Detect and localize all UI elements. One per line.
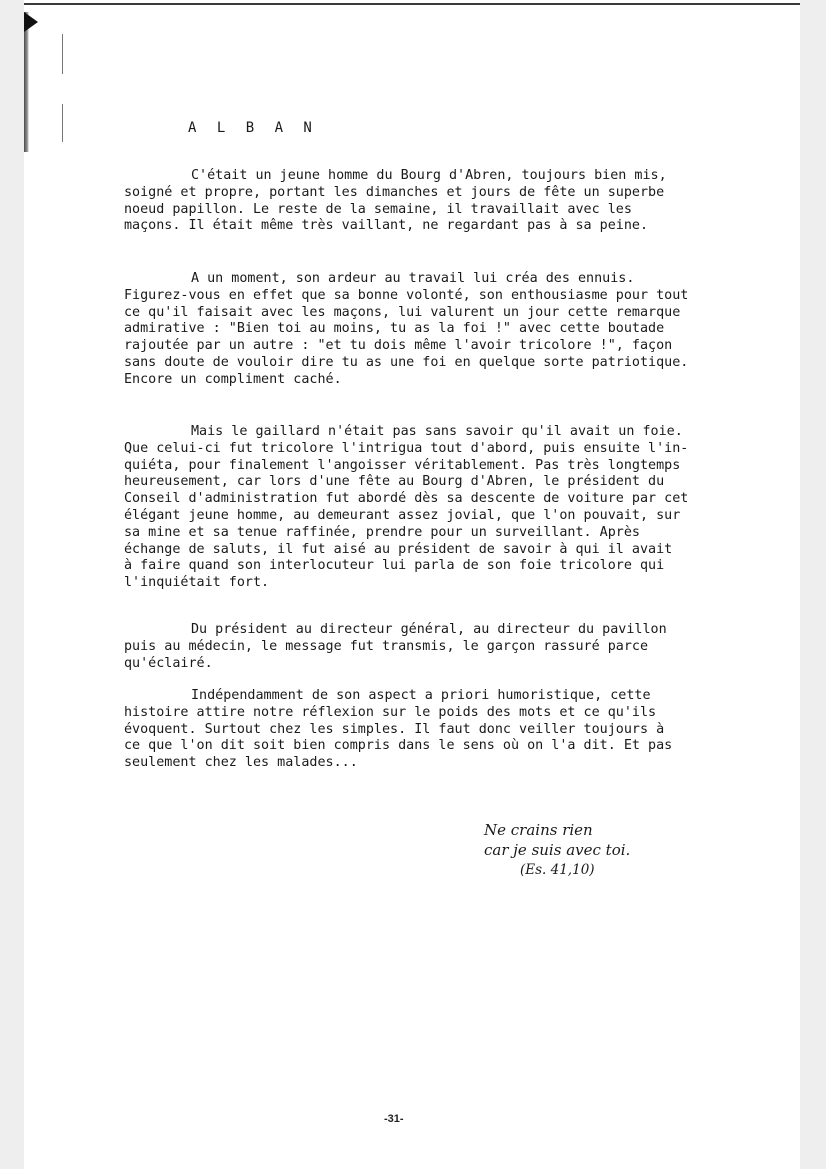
paragraph-3 bbox=[124, 424, 724, 592]
text-line: noeud papillon. Le reste de la semaine, il travaillait avec les bbox=[124, 201, 632, 217]
text-line: Figurez-vous en effet que sa bonne volonté, son enthousiasme pour tout bbox=[124, 287, 689, 303]
bible-quote bbox=[484, 820, 630, 880]
text-line: évoquent. Surtout chez les simples. Il faut donc veiller toujours à bbox=[124, 721, 665, 737]
text-line: histoire attire notre réflexion sur le poids des mots et ce qu'ils bbox=[124, 704, 657, 720]
paragraph-4 bbox=[124, 622, 724, 672]
text-line: ce que l'on dit soit bien compris dans le sens où on l'a dit. Et pas bbox=[124, 738, 673, 754]
text-line: qu'éclairé. bbox=[124, 655, 213, 671]
text-line: Conseil d'administration fut abordé dès sa descente de voiture par cet bbox=[124, 491, 689, 507]
text-line: échange de saluts, il fut aisé au président de savoir à qui il avait bbox=[124, 541, 673, 557]
text-line: heureusement, car lors d'une fête au Bourg d'Abren, le président du bbox=[124, 474, 665, 490]
text-line: rajoutée par un autre : "et tu dois même l'avoir tricolore !", façon bbox=[124, 338, 673, 354]
scan-corner-mark bbox=[24, 12, 38, 32]
document-page bbox=[24, 0, 800, 1169]
text-line: Indépendamment de son aspect a priori humoristique, cette bbox=[191, 688, 651, 703]
quote-line: car je suis avec toi. bbox=[484, 841, 631, 859]
text-line: Du président au directeur général, au directeur du pavillon bbox=[191, 622, 667, 637]
paragraph-5 bbox=[124, 688, 724, 772]
text-line: élégant jeune homme, au demeurant assez jovial, que l'on pouvait, sur bbox=[124, 507, 681, 523]
scan-left-edge-shadow bbox=[24, 12, 29, 152]
text-line: l'inquiétait fort. bbox=[124, 575, 270, 591]
text-line: soigné et propre, portant les dimanches et jours de fête un superbe bbox=[124, 184, 665, 200]
page-number: -31- bbox=[384, 1113, 404, 1125]
text-line: sans doute de vouloir dire tu as une foi en quelque sorte patriotique. bbox=[124, 354, 689, 370]
text-line: Que celui-ci fut tricolore l'intrigua tout d'abord, puis ensuite l'in- bbox=[124, 440, 689, 456]
text-line: Mais le gaillard n'était pas sans savoir qu'il avait un foie. bbox=[191, 424, 683, 439]
quote-reference: (Es. 41,10) bbox=[520, 862, 595, 878]
scan-edge-mark bbox=[62, 34, 63, 74]
text-line: quiéta, pour finalement l'angoisser véritablement. Pas très longtemps bbox=[124, 457, 681, 473]
text-line: à faire quand son interlocuteur lui parla de son foie tricolore qui bbox=[124, 558, 665, 574]
text-line: maçons. Il était même très vaillant, ne regardant pas à sa peine. bbox=[124, 218, 649, 234]
scan-edge-mark bbox=[62, 104, 63, 142]
text-line: puis au médecin, le message fut transmis, le garçon rassuré parce bbox=[124, 638, 649, 654]
quote-line: Ne crains rien bbox=[484, 821, 593, 839]
text-line: sa mine et sa tenue raffinée, prendre pour un surveillant. Après bbox=[124, 524, 640, 540]
paragraph-2 bbox=[124, 271, 724, 389]
text-line: C'était un jeune homme du Bourg d'Abren, toujours bien mis, bbox=[191, 168, 667, 183]
scan-top-rule bbox=[24, 3, 800, 5]
text-line: A un moment, son ardeur au travail lui créa des ennuis. bbox=[191, 271, 635, 286]
page-title: A L B A N bbox=[188, 120, 318, 136]
text-line: Encore un compliment caché. bbox=[124, 371, 342, 387]
paragraph-1 bbox=[124, 168, 724, 235]
text-line: seulement chez les malades... bbox=[124, 755, 358, 771]
text-line: ce qu'il faisait avec les maçons, lui valurent un jour cette remarque bbox=[124, 304, 681, 320]
text-line: admirative : "Bien toi au moins, tu as la foi !" avec cette boutade bbox=[124, 321, 665, 337]
